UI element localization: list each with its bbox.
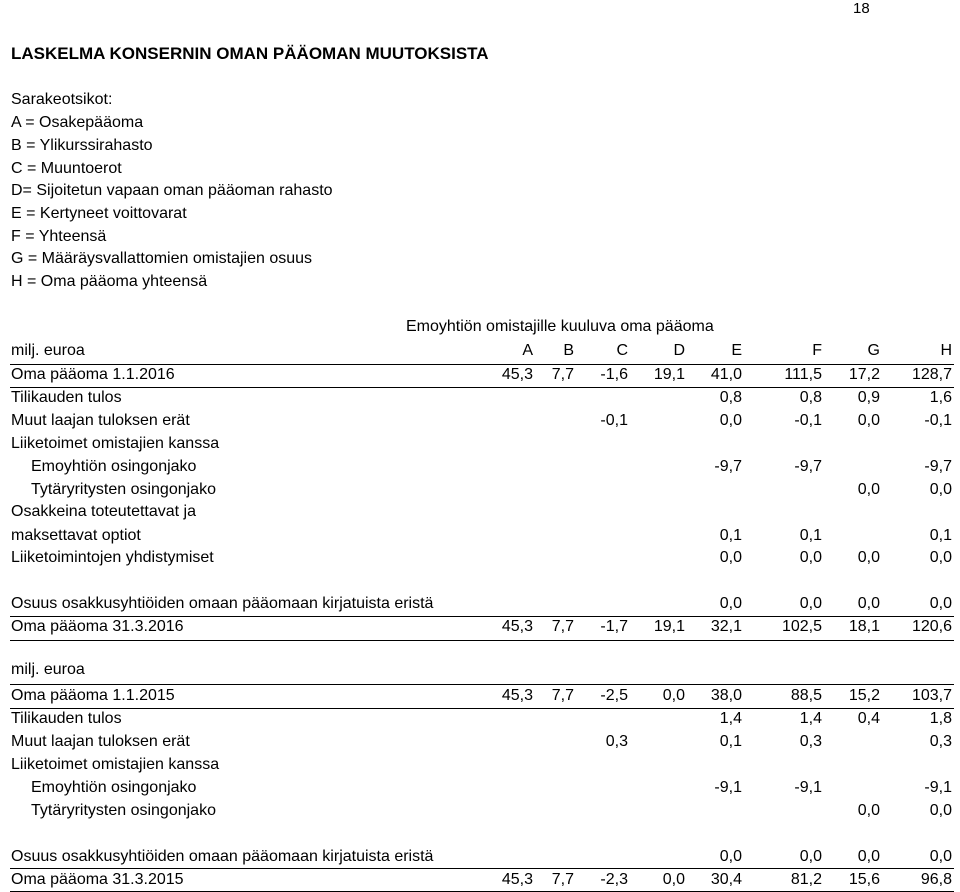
- legend-item: E = Kertyneet voittovarat: [11, 205, 187, 222]
- column-header-c: C: [616, 342, 628, 359]
- document-title: LASKELMA KONSERNIN OMAN PÄÄOMAN MUUTOKSISTA: [11, 44, 489, 63]
- cell-e: 38,0: [710, 687, 742, 704]
- cell-g: 0,0: [857, 802, 880, 819]
- column-header-a: A: [522, 342, 533, 359]
- cell-h: 0,1: [929, 527, 952, 544]
- cell-g: 0,0: [857, 549, 880, 566]
- cell-h: 128,7: [911, 366, 952, 383]
- row-label: Liiketoimintojen yhdistymiset: [11, 549, 214, 566]
- row-label: Oma pääoma 31.3.2015: [11, 871, 184, 888]
- cell-f: 88,5: [790, 687, 822, 704]
- cell-e: 0,1: [719, 733, 742, 750]
- cell-f: -0,1: [794, 412, 822, 429]
- legend-item: C = Muuntoerot: [11, 160, 122, 177]
- row-label: maksettavat optiot: [11, 527, 141, 544]
- row-divider: [10, 684, 954, 685]
- column-header-d: D: [673, 342, 685, 359]
- page-number: 18: [853, 0, 870, 17]
- cell-f: 0,3: [799, 733, 822, 750]
- cell-h: 0,0: [929, 802, 952, 819]
- cell-e: -9,1: [714, 779, 742, 796]
- unit-label: milj. euroa: [11, 342, 85, 359]
- cell-g: 0,9: [857, 389, 880, 406]
- cell-h: 1,8: [929, 710, 952, 727]
- cell-f: 111,5: [784, 366, 822, 383]
- cell-a: 45,3: [501, 871, 533, 888]
- cell-h: -0,1: [924, 412, 952, 429]
- cell-e: 30,4: [710, 871, 742, 888]
- row-divider: [10, 364, 954, 365]
- cell-e: 0,0: [719, 549, 742, 566]
- cell-g: 18,1: [848, 618, 880, 635]
- legend-item: B = Ylikurssirahasto: [11, 137, 153, 154]
- group-header: Emoyhtiön omistajille kuuluva oma pääoma: [406, 318, 714, 335]
- cell-d: 0,0: [662, 871, 685, 888]
- cell-c: 0,3: [605, 733, 628, 750]
- cell-b: 7,7: [551, 366, 574, 383]
- cell-e: 32,1: [710, 618, 742, 635]
- cell-d: 19,1: [653, 366, 685, 383]
- cell-a: 45,3: [501, 366, 533, 383]
- cell-a: 45,3: [501, 618, 533, 635]
- cell-f: 0,1: [799, 527, 822, 544]
- row-label: Oma pääoma 1.1.2015: [11, 687, 175, 704]
- cell-f: 1,4: [799, 710, 822, 727]
- cell-g: 0,0: [857, 481, 880, 498]
- cell-e: 1,4: [719, 710, 742, 727]
- cell-g: 0,4: [857, 710, 880, 727]
- cell-e: 0,0: [719, 412, 742, 429]
- cell-g: 0,0: [857, 848, 880, 865]
- row-label: Oma pääoma 1.1.2016: [11, 366, 175, 383]
- legend-heading: Sarakeotsikot:: [11, 91, 113, 108]
- cell-h: 120,6: [911, 618, 952, 635]
- column-header-h: H: [940, 342, 952, 359]
- row-label: Tilikauden tulos: [11, 389, 122, 406]
- legend-item: A = Osakepääoma: [11, 114, 144, 131]
- cell-f: 102,5: [781, 618, 822, 635]
- row-label: Liiketoimet omistajien kanssa: [11, 756, 220, 773]
- cell-f: 0,0: [799, 848, 822, 865]
- cell-c: -1,7: [600, 618, 628, 635]
- unit-label: milj. euroa: [11, 661, 85, 678]
- row-divider: [10, 640, 954, 641]
- legend-item: D= Sijoitetun vapaan oman pääoman rahasto: [11, 182, 333, 199]
- cell-h: 0,0: [929, 549, 952, 566]
- cell-h: 0,0: [929, 595, 952, 612]
- row-label: Osakkeina toteutettavat ja: [11, 503, 196, 520]
- row-label: Muut laajan tuloksen erät: [11, 412, 190, 429]
- cell-f: -9,1: [794, 779, 822, 796]
- row-divider: [10, 708, 954, 709]
- row-label: Tilikauden tulos: [11, 710, 122, 727]
- cell-b: 7,7: [551, 687, 574, 704]
- cell-h: 0,3: [929, 733, 952, 750]
- cell-e: 0,8: [719, 389, 742, 406]
- cell-g: 15,6: [848, 871, 880, 888]
- cell-b: 7,7: [551, 618, 574, 635]
- column-header-e: E: [731, 342, 742, 359]
- row-label: Tytäryritysten osingonjako: [31, 802, 216, 819]
- cell-g: 0,0: [857, 412, 880, 429]
- cell-f: 81,2: [790, 871, 822, 888]
- cell-g: 15,2: [848, 687, 880, 704]
- column-header-f: F: [812, 342, 822, 359]
- legend-item: F = Yhteensä: [11, 228, 107, 245]
- cell-g: 0,0: [857, 595, 880, 612]
- cell-h: 96,8: [920, 871, 952, 888]
- row-label: Emoyhtiön osingonjako: [31, 458, 197, 475]
- cell-c: -2,3: [600, 871, 628, 888]
- cell-h: 103,7: [911, 687, 952, 704]
- cell-e: 0,0: [719, 848, 742, 865]
- cell-a: 45,3: [501, 687, 533, 704]
- legend-item: H = Oma pääoma yhteensä: [11, 273, 208, 290]
- column-header-b: B: [563, 342, 574, 359]
- row-label: Tytäryritysten osingonjako: [31, 481, 216, 498]
- cell-e: 0,1: [719, 527, 742, 544]
- cell-h: -9,1: [924, 779, 952, 796]
- row-label: Muut laajan tuloksen erät: [11, 733, 190, 750]
- cell-e: 41,0: [710, 366, 742, 383]
- row-label: Osuus osakkusyhtiöiden omaan pääomaan kirjatuista eristä: [11, 848, 434, 865]
- cell-h: 0,0: [929, 848, 952, 865]
- row-divider: [10, 387, 954, 388]
- cell-h: 1,6: [929, 389, 952, 406]
- cell-g: 17,2: [848, 366, 880, 383]
- row-divider: [10, 616, 954, 617]
- cell-b: 7,7: [551, 871, 574, 888]
- cell-f: 0,0: [799, 595, 822, 612]
- cell-e: 0,0: [719, 595, 742, 612]
- cell-e: -9,7: [714, 458, 742, 475]
- cell-f: 0,8: [799, 389, 822, 406]
- row-label: Liiketoimet omistajien kanssa: [11, 435, 220, 452]
- cell-h: -9,7: [924, 458, 952, 475]
- row-label: Emoyhtiön osingonjako: [31, 779, 197, 796]
- cell-d: 19,1: [653, 618, 685, 635]
- row-label: Osuus osakkusyhtiöiden omaan pääomaan kirjatuista eristä: [11, 595, 434, 612]
- row-label: Oma pääoma 31.3.2016: [11, 618, 184, 635]
- row-divider: [10, 868, 954, 869]
- cell-c: -1,6: [600, 366, 628, 383]
- cell-h: 0,0: [929, 481, 952, 498]
- cell-f: -9,7: [794, 458, 822, 475]
- column-header-g: G: [867, 342, 880, 359]
- cell-c: -2,5: [600, 687, 628, 704]
- cell-c: -0,1: [600, 412, 628, 429]
- legend-item: G = Määräysvallattomien omistajien osuus: [11, 250, 313, 267]
- cell-d: 0,0: [662, 687, 685, 704]
- cell-f: 0,0: [799, 549, 822, 566]
